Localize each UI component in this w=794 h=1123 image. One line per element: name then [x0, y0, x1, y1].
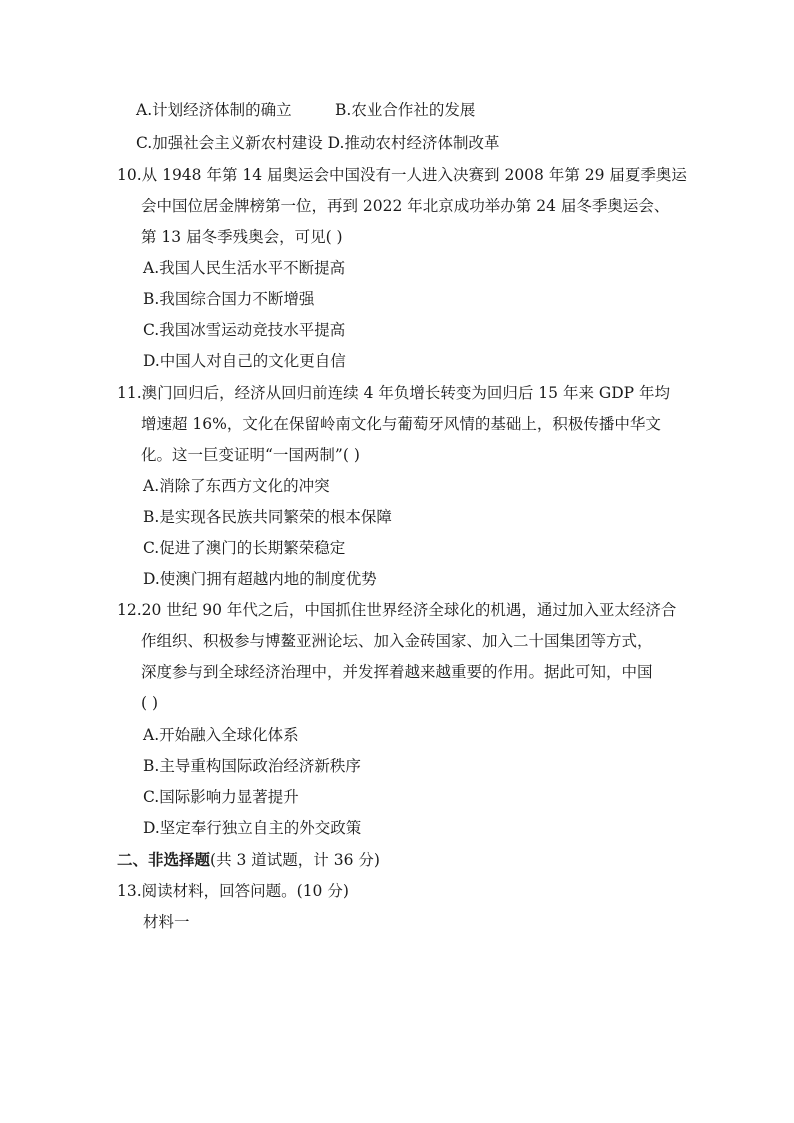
q12-option-a: A.开始融入全球化体系: [143, 726, 299, 744]
section-2-note: (共 3 道试题，计 36 分): [210, 851, 380, 869]
section-2-title: 二、非选择题: [117, 850, 211, 869]
q9-option-a: A.计划经济体制的确立: [136, 101, 292, 119]
q10-stem-line-1: 10.从 1948 年第 14 届奥运会中国没有一人进入决赛到 2008 年第 29 届夏季奥运: [117, 166, 687, 184]
q10-option-a: A.我国人民生活水平不断提高: [143, 259, 346, 277]
q11-option-a: A.消除了东西方文化的冲突: [143, 477, 330, 495]
q12-option-d: D.坚定奉行独立自主的外交政策: [143, 819, 362, 837]
q11-option-b: B.是实现各民族共同繁荣的根本保障: [143, 508, 392, 526]
q9-options-cd: C.加强社会主义新农村建设 D.推动农村经济体制改革: [136, 134, 500, 152]
q10-option-b: B.我国综合国力不断增强: [143, 290, 315, 308]
q11-stem-line-2: 增速超 16%，文化在保留岭南文化与葡萄牙风情的基础上，积极传播中华文: [141, 415, 661, 433]
q12-option-b: B.主导重构国际政治经济新秩序: [143, 757, 361, 775]
q10-option-d: D.中国人对自己的文化更自信: [143, 352, 346, 370]
q12-option-c: C.国际影响力显著提升: [143, 788, 299, 806]
q12-stem-line-3: 深度参与到全球经济治理中，并发挥着越来越重要的作用。据此可知，中国: [141, 663, 653, 681]
q13-stem: 13.阅读材料，回答问题。(10 分): [117, 882, 349, 900]
section-2-heading: [117, 850, 380, 870]
q12-stem-line-4: ( ): [141, 694, 159, 712]
q12-stem-line-1: 12.20 世纪 90 年代之后，中国抓住世界经济全球化的机遇，通过加入亚太经济合: [117, 601, 677, 619]
q10-stem-line-3: 第 13 届冬季残奥会，可见( ): [141, 228, 343, 246]
q12-stem-line-2: 作组织、积极参与博鳌亚洲论坛、加入金砖国家、加入二十国集团等方式，: [141, 632, 653, 650]
q11-option-d: D.使澳门拥有超越内地的制度优势: [143, 570, 377, 588]
q11-stem-line-3: 化。这一巨变证明“一国两制”( ): [141, 446, 360, 464]
q11-stem-line-1: 11.澳门回归后，经济从回归前连续 4 年负增长转变为回归后 15 年来 GDP 年均: [117, 384, 671, 402]
q10-option-c: C.我国冰雪运动竞技水平提高: [143, 321, 346, 339]
q9-option-b: B.农业合作社的发展: [335, 101, 476, 119]
q10-stem-line-2: 会中国位居金牌榜第一位，再到 2022 年北京成功举办第 24 届冬季奥运会、: [141, 197, 670, 215]
q11-option-c: C.促进了澳门的长期繁荣稳定: [143, 539, 346, 557]
q13-material-label: 材料一: [143, 913, 190, 931]
